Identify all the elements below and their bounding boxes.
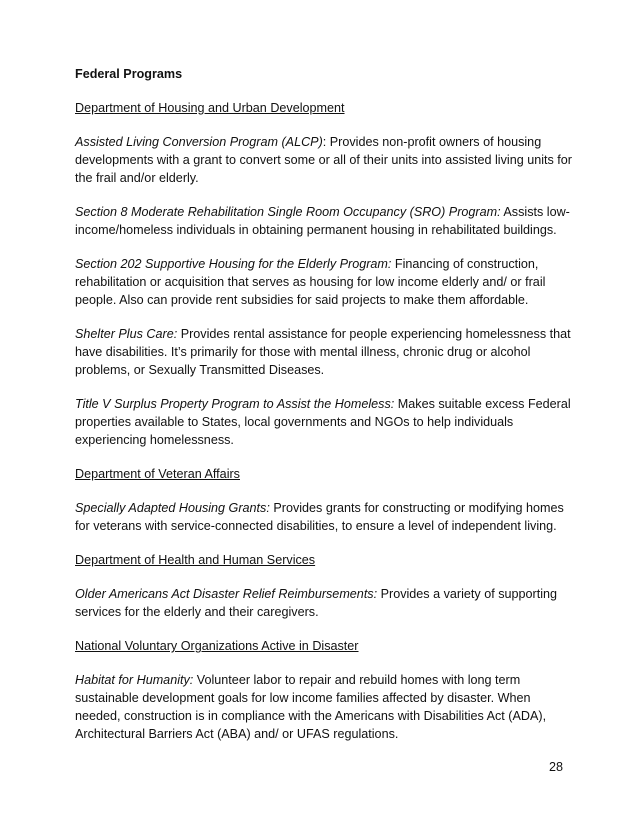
section-hhs [75, 551, 575, 621]
program-entry [75, 255, 575, 309]
program-name: Habitat for Humanity: [75, 673, 194, 687]
program-entry [75, 585, 575, 621]
program-description: Volunteer labor to repair and rebuild homes with long term sustainable development goals for low income families affected by disaster. When needed, construction is in compliance with the Americans with Disabilities Act (ADA), Architectural Barriers Act (ABA) and/ or UFAS regulations. [75, 673, 547, 741]
program-entry [75, 133, 575, 187]
program-entry [75, 203, 575, 239]
department-title: Department of Veteran Affairs [75, 467, 240, 481]
program-entry [75, 671, 575, 743]
page-heading: Federal Programs [75, 67, 183, 81]
program-description: Financing of construction, rehabilitation or acquisition that serves as housing for low income elderly and/ or frail people. Also can provide rent subsidies for said projects to make them affordable. [75, 257, 546, 307]
page-number: 28 [548, 760, 563, 774]
program-name: Older Americans Act Disaster Relief Reimbursements: [75, 587, 378, 601]
program-name: Title V Surplus Property Program to Assist the Homeless: [75, 397, 395, 411]
program-description: Provides rental assistance for people experiencing homelessness that have disabilities. It’s primarily for those with mental illness, chronic drug or alcohol problems, or Sexually Transmitted Diseases. [75, 327, 571, 377]
program-name: Section 8 Moderate Rehabilitation Single Room Occupancy (SRO) Program: [75, 205, 501, 219]
program-entry [75, 325, 575, 379]
program-entry [75, 499, 575, 535]
program-name: Assisted Living Conversion Program (ALCP) [75, 135, 323, 149]
program-name: Specially Adapted Housing Grants: [75, 501, 270, 515]
program-description: Provides grants for constructing or modifying homes for veterans with service-connected disabilities, to ensure a level of independent living. [75, 501, 564, 533]
section-va [75, 465, 575, 535]
section-hud [75, 99, 575, 449]
program-name: Shelter Plus Care: [75, 327, 178, 341]
page-content [75, 65, 575, 759]
program-entry [75, 395, 575, 449]
department-title: Department of Health and Human Services [75, 553, 316, 567]
program-description: : Provides non-profit owners of housing developments with a grant to convert some or all of their units into assisted living units for the frail and/or elderly. [75, 135, 572, 185]
program-name: Section 202 Supportive Housing for the Elderly Program: [75, 257, 392, 271]
program-description: Assists low-income/homeless individuals in obtaining permanent housing in rehabilitated buildings. [75, 205, 570, 237]
department-title: Department of Housing and Urban Development [75, 101, 345, 115]
program-description: Makes suitable excess Federal properties available to States, local governments and NGOs to help individuals experiencing homelessness. [75, 397, 571, 447]
program-description: Provides a variety of supporting services for the elderly and their caregivers. [75, 587, 558, 619]
section-voad [75, 637, 575, 743]
department-title: National Voluntary Organizations Active in Disaster [75, 639, 359, 653]
